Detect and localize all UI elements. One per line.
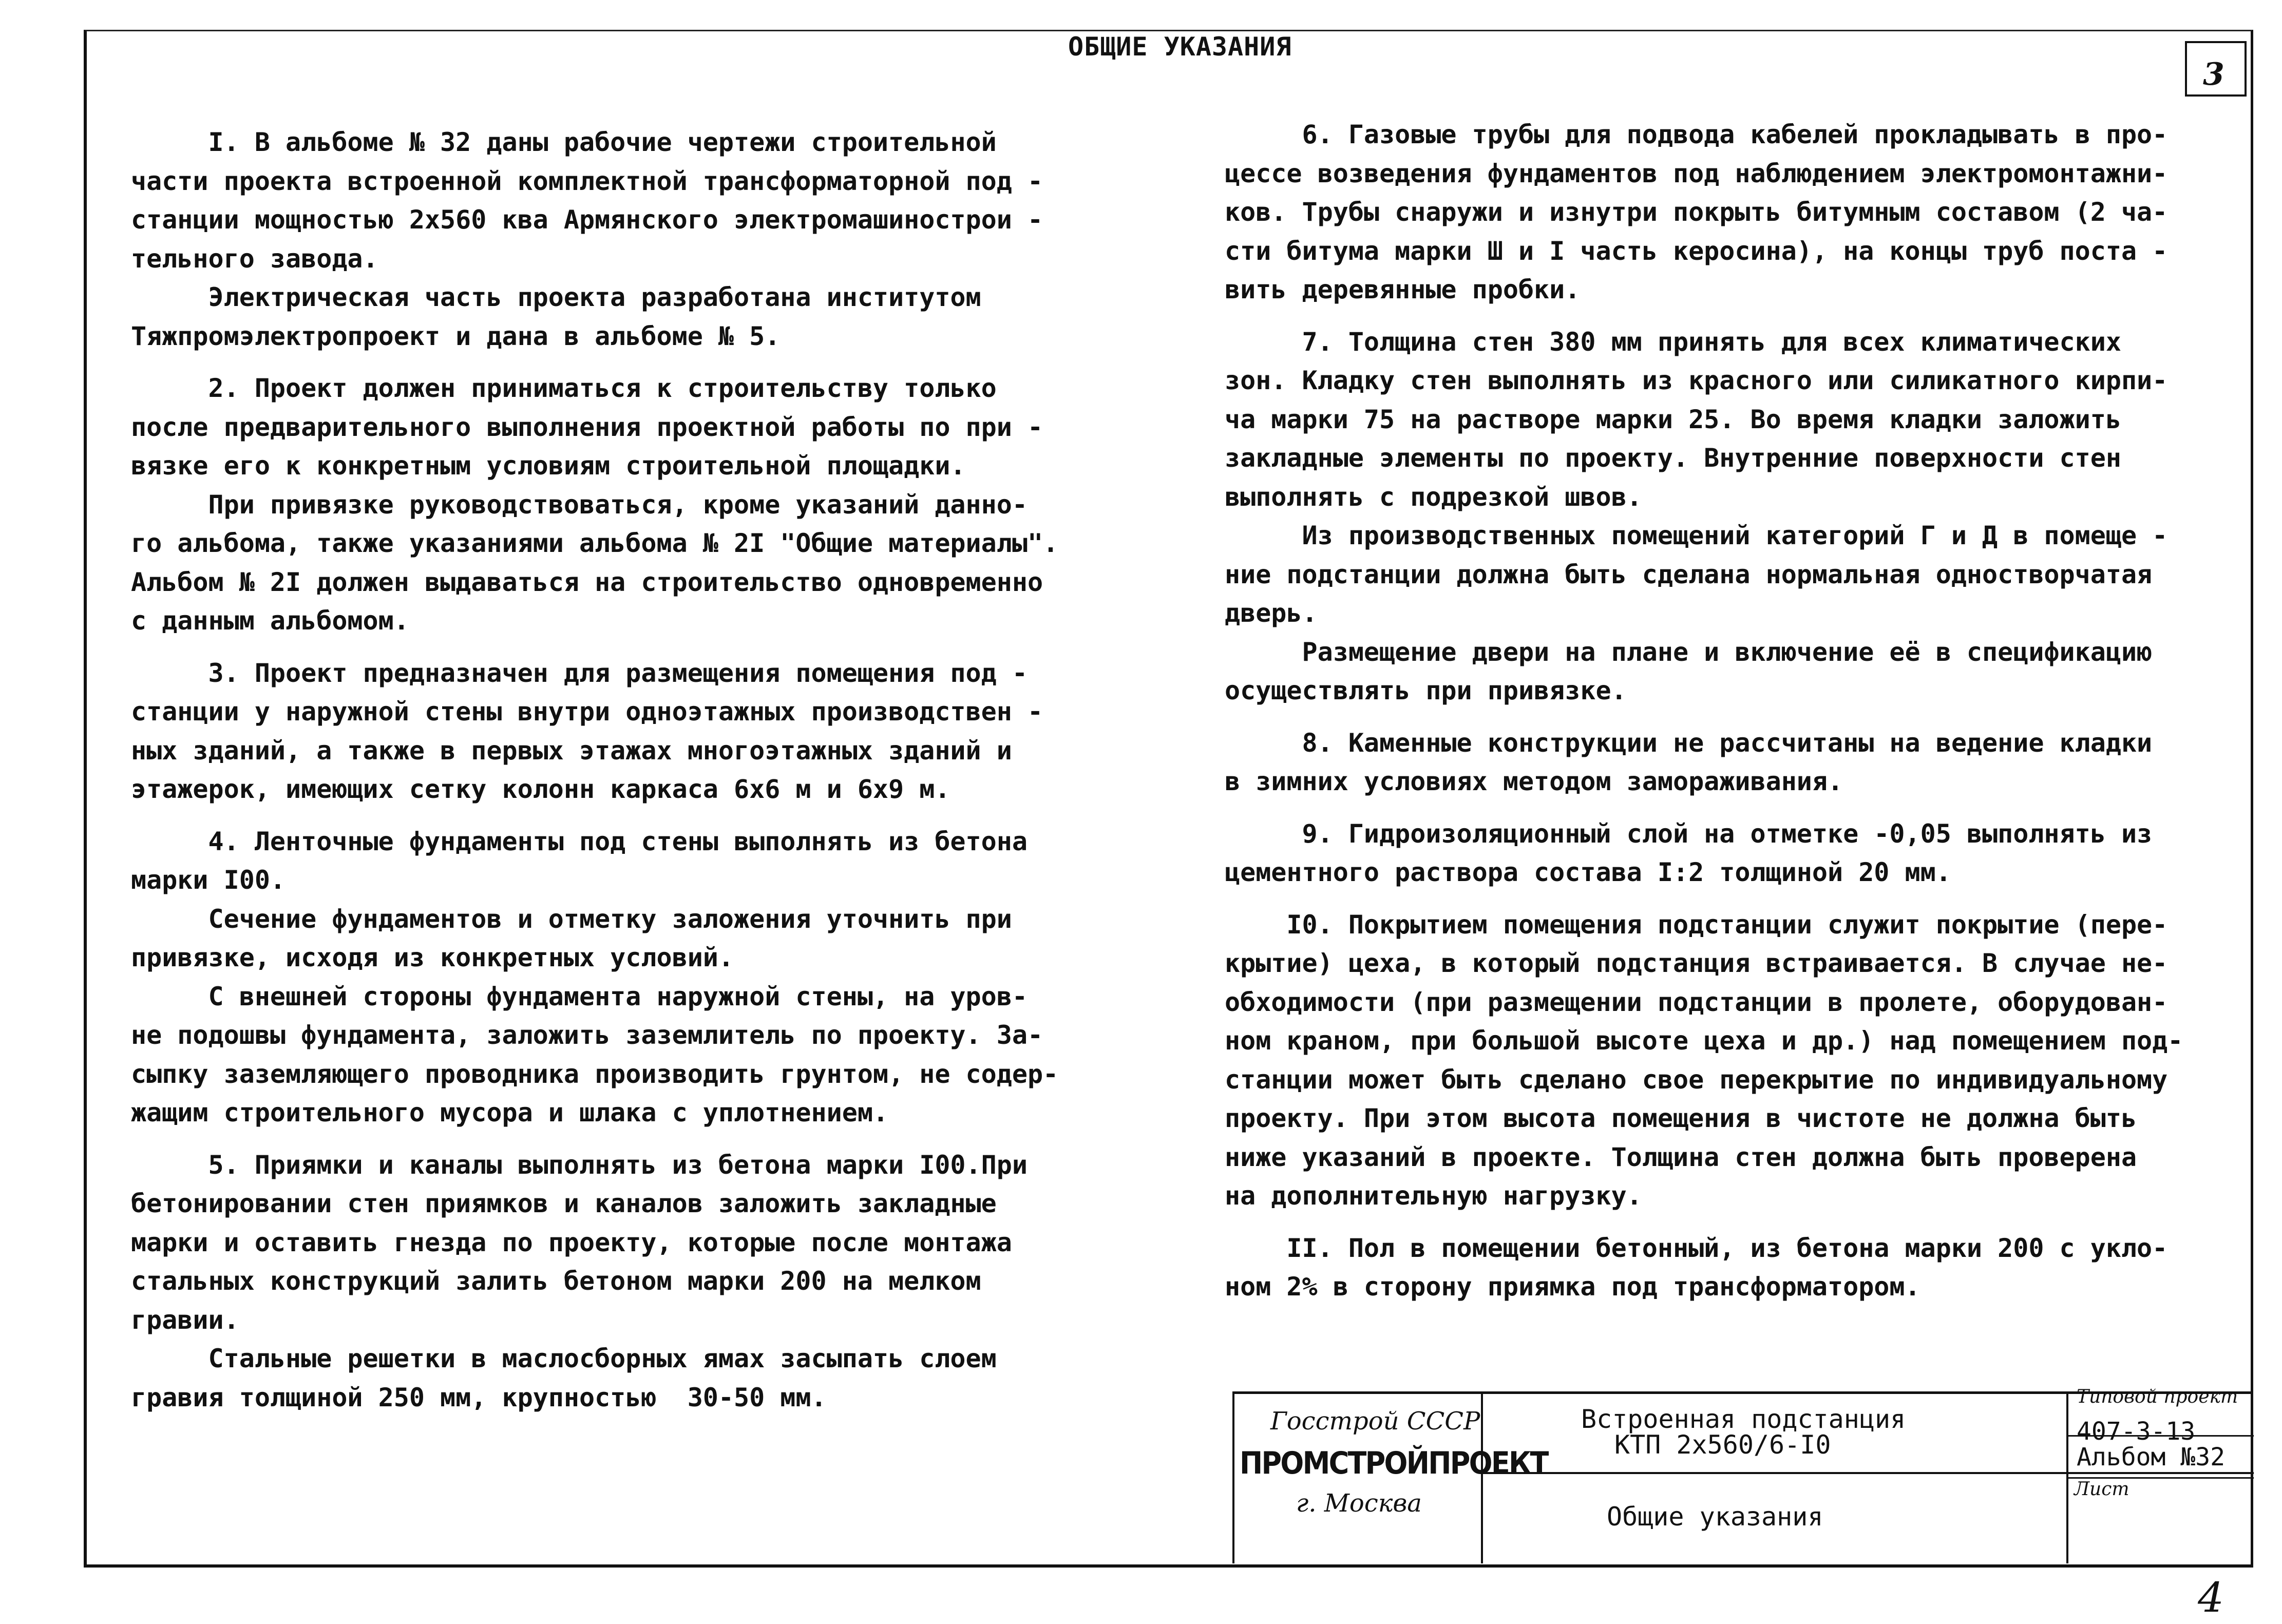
stamp-city: г. Москва (1296, 1489, 1422, 1518)
text-line: цементного раствора состава I:2 толщиной 20 мм. (1225, 857, 1951, 887)
text-line: ниже указаний в проекте. Толщина стен должна быть проверена (1225, 1142, 2137, 1172)
text-line: жащим строительного мусора и шлака с уплотнением. (131, 1098, 889, 1128)
text-line: ков. Трубы снаружи и изнутри покрыть битумным составом (2 ча- (1225, 197, 2168, 227)
text-line: дверь. (1225, 598, 1318, 628)
text-line: I0. Покрытием помещения подстанции служит покрытие (пере- (1225, 909, 2168, 940)
text-line: 9. Гидроизоляционный слой на отметке -0,05 выполнять из (1225, 818, 2153, 849)
title-block-divider (2066, 1394, 2068, 1563)
text-line: 6. Газовые трубы для подвода кабелей прокладывать в про- (1225, 120, 2168, 149)
text-line: 5. Приямки и каналы выполнять из бетона марки I00.При (131, 1150, 1028, 1180)
text-line: станции мощностью 2х560 ква Армянского электромашинострои - (131, 205, 1043, 235)
text-line: II. Пол в помещении бетонный, из бетона марки 200 с укло- (1225, 1233, 2168, 1263)
text-line: го альбома, также указаниями альбома № 2I "Общие материалы". (131, 528, 1059, 558)
page-title: ОБЩИЕ УКАЗАНИЯ (1068, 32, 1292, 62)
text-line: 8. Каменные конструкции не рассчитаны на ведение кладки (1225, 728, 2153, 758)
text-line: проекту. При этом высота помещения в чистоте не должна быть (1225, 1103, 2137, 1133)
text-line: обходимости (при размещении подстанции в пролете, оборудован- (1225, 987, 2168, 1017)
stamp-title: Встроенная подстанция (1581, 1404, 1906, 1434)
text-line: осуществлять при привязке. (1225, 676, 1627, 705)
text-line: Тяжпромэлектропроект и дана в альбоме № 5. (131, 321, 781, 351)
text-line: станции может быть сделано свое перекрытие по индивидуальному (1225, 1064, 2168, 1095)
text-line: 4. Ленточные фундаменты под стены выполнять из бетона (131, 826, 1028, 856)
text-line: Электрическая часть проекта разработана институтом (131, 282, 981, 312)
stamp-institute: ПРОМСТРОЙПРОЕКТ (1240, 1445, 1548, 1481)
text-line: Стальные решетки в маслосборных ямах засыпать слоем (131, 1344, 997, 1373)
text-line: Из производственных помещений категорий Г и Д в помеще - (1225, 521, 2168, 550)
text-line: сти битума марки Ш и I часть керосина), на концы труб поста - (1225, 236, 2168, 266)
text-line: этажерок, имеющих сетку колонн каркаса 6х6 м и 6х9 м. (131, 774, 950, 804)
text-line: вить деревянные пробки. (1225, 275, 1581, 304)
text-line: ча марки 75 на растворе марки 25. Во время кладки заложить (1225, 404, 2121, 434)
title-block-divider (1481, 1472, 2254, 1474)
text-line: не подошвы фундамента, заложить заземлитель по проекту. За- (131, 1020, 1043, 1050)
page-number: 4 (2198, 1574, 2224, 1621)
stamp-subject: Общие указания (1607, 1502, 1823, 1532)
text-line: вязке его к конкретным условиям строительной площадки. (131, 451, 966, 481)
text-line: привязке, исходя из конкретных условий. (131, 943, 734, 972)
text-line: С внешней стороны фундамента наружной стены, на уров- (131, 981, 1028, 1011)
right-column (1225, 116, 2185, 1307)
stamp-album: Альбом №32 (2077, 1443, 2225, 1472)
text-line: стальных конструкций залить бетоном марки 200 на мелком (131, 1266, 981, 1296)
text-line: гравия толщиной 250 мм, крупностью 30-50 мм. (131, 1382, 827, 1412)
text-line: Сечение фундаментов и отметку заложения уточнить при (131, 904, 1012, 934)
text-line: станции у наружной стены внутри одноэтажных производствен - (131, 697, 1043, 727)
text-line: крытие) цеха, в который подстанция встраивается. В случае не- (1225, 948, 2168, 978)
text-line: ном 2% в сторону приямка под трансформатором. (1225, 1272, 1920, 1302)
stamp-project-code: 407-3-13 (2077, 1417, 2196, 1446)
text-line: 7. Толщина стен 380 мм принять для всех климатических (1225, 327, 2121, 357)
text-line: 3. Проект предназначен для размещения помещения под - (131, 658, 1028, 688)
stamp-type-label: Типовой проект (2077, 1386, 2238, 1407)
text-line: цессе возведения фундаментов под наблюдением электромонтажни- (1225, 158, 2168, 188)
text-line: марки и оставить гнезда по проекту, которые после монтажа (131, 1227, 1012, 1257)
sheet-number: 3 (2203, 56, 2224, 92)
text-line: бетонировании стен приямков и каналов заложить закладные (131, 1189, 997, 1218)
text-line: ном краном, при большой высоте цеха и др.) над помещением под- (1225, 1026, 2183, 1056)
left-column (131, 123, 1071, 1417)
text-line: ние подстанции должна быть сделана нормальная одностворчатая (1225, 559, 2153, 589)
text-line: При привязке руководствоваться, кроме указаний данно- (131, 489, 1028, 520)
text-line: в зимних условиях методом замораживания. (1225, 767, 1843, 796)
text-line: I. В альбоме № 32 даны рабочие чертежи строительной (131, 127, 997, 157)
text-line: тельного завода. (131, 243, 378, 274)
text-line: Размещение двери на плане и включение её в спецификацию (1225, 637, 2153, 667)
text-line: 2. Проект должен приниматься к строительству только (131, 373, 997, 403)
text-line: ных зданий, а также в первых этажах многоэтажных зданий и (131, 735, 1012, 766)
text-line: с данным альбомом. (131, 606, 409, 636)
text-line: закладные элементы по проекту. Внутренние поверхности стен (1225, 443, 2121, 473)
stamp-sheet-label: Лист (2074, 1479, 2129, 1500)
text-line: после предварительного выполнения проектной работы по при - (131, 412, 1043, 442)
text-line: части проекта встроенной комплектной трансформаторной под - (131, 166, 1043, 196)
text-line: на дополнительную нагрузку. (1225, 1181, 1642, 1211)
stamp-title-model: КТП 2х560/6-I0 (1614, 1430, 1831, 1460)
text-line: марки I00. (131, 865, 286, 895)
text-line: гравии. (131, 1305, 239, 1335)
text-line: зон. Кладку стен выполнять из красного или силикатного кирпи- (1225, 366, 2168, 395)
text-line: выполнять с подрезкой швов. (1225, 482, 1642, 512)
stamp-organization: Госстрой СССР (1270, 1407, 1480, 1436)
title-block (1232, 1386, 2252, 1563)
text-line: сыпку заземляющего проводника производить грунтом, не содер- (131, 1059, 1059, 1089)
text-line: Альбом № 2I должен выдаваться на строительство одновременно (131, 567, 1043, 597)
